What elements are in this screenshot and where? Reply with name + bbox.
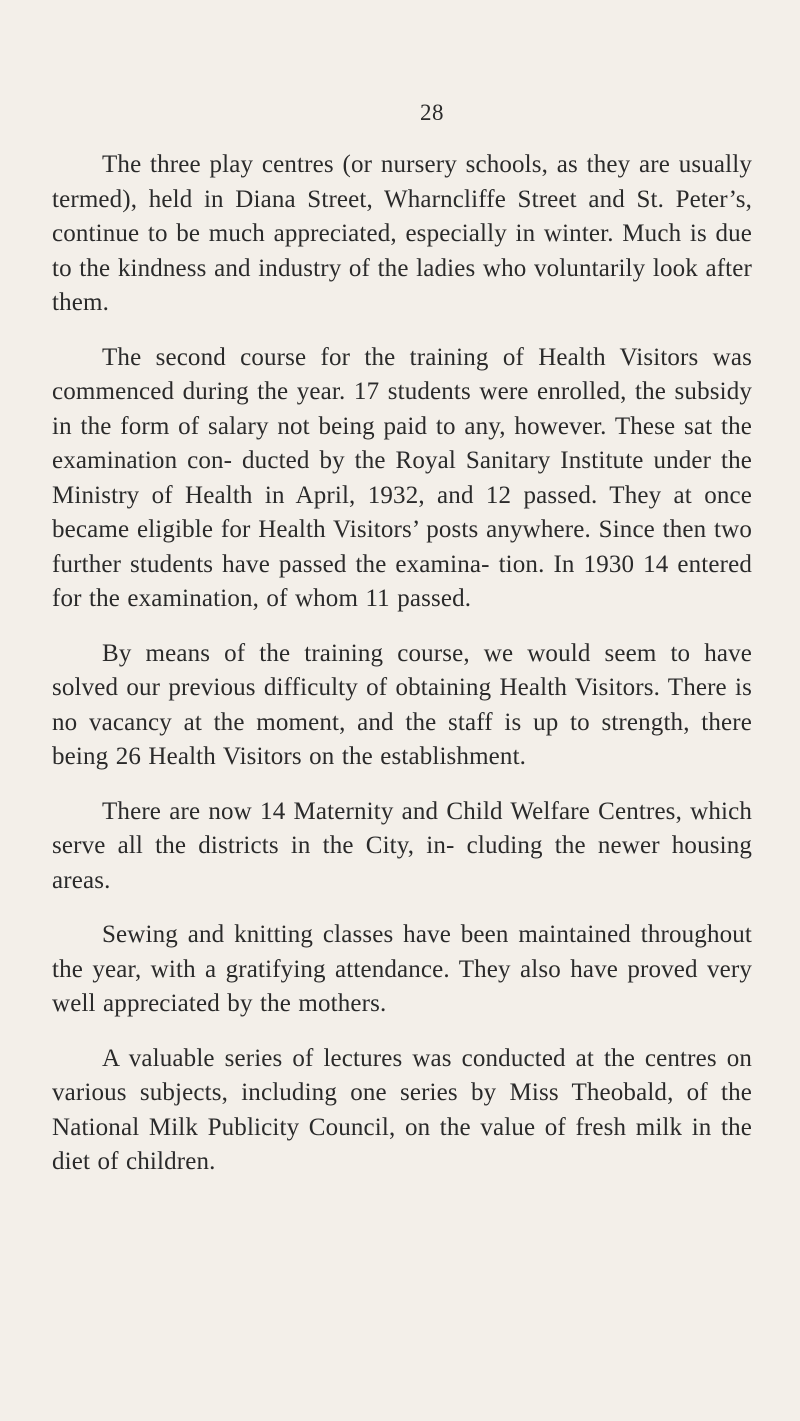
paragraph-lectures: A valuable series of lectures was conducted at the centres on various subjects, including one series by Miss Theobald, of the National Milk Publicity Council, on the value of fresh milk in the diet of children. (52, 1044, 752, 1175)
paragraph-health-visitors-course: The second course for the training of Health Visitors was commenced during the year. 17 students were enrolled, the subsidy in the form of salary not being paid to any, however. These sat the examination con- ducted by the Royal Sanitary Institute under the Ministry of Health in April, 1932, and 12 passed. They at once became eligible for Health Visitors’ posts anywhere. Since then two further students have passed the examina- tion. In 1930 14 entered for the examination, of whom 11 passed. (52, 343, 752, 612)
paragraph-training-course: By means of the training course, we would seem to have solved our previous difficulty of obtaining Health Visitors. There is no vacancy at the moment, and the staff is up to strength, there being 26 Health Visitors on the establishment. (52, 639, 752, 770)
paragraph-play-centres: The three play centres (or nursery schools, as they are usually termed), held in Diana Street, Wharncliffe Street and St. Peter’s, continue to be much appreciated, especially in winter. Much is due to the kindness and industry of the ladies who voluntarily look after them. (52, 151, 752, 316)
body-text (52, 148, 752, 1200)
page-number: 28 (420, 100, 444, 125)
paragraph-sewing-classes: Sewing and knitting classes have been maintained throughout the year, with a gratifying attendance. They also have proved very well appreciated by the mothers. (52, 921, 752, 1017)
paragraph-welfare-centres: There are now 14 Maternity and Child Welfare Centres, which serve all the districts in the City, in- cluding the newer housing areas. (52, 797, 752, 894)
